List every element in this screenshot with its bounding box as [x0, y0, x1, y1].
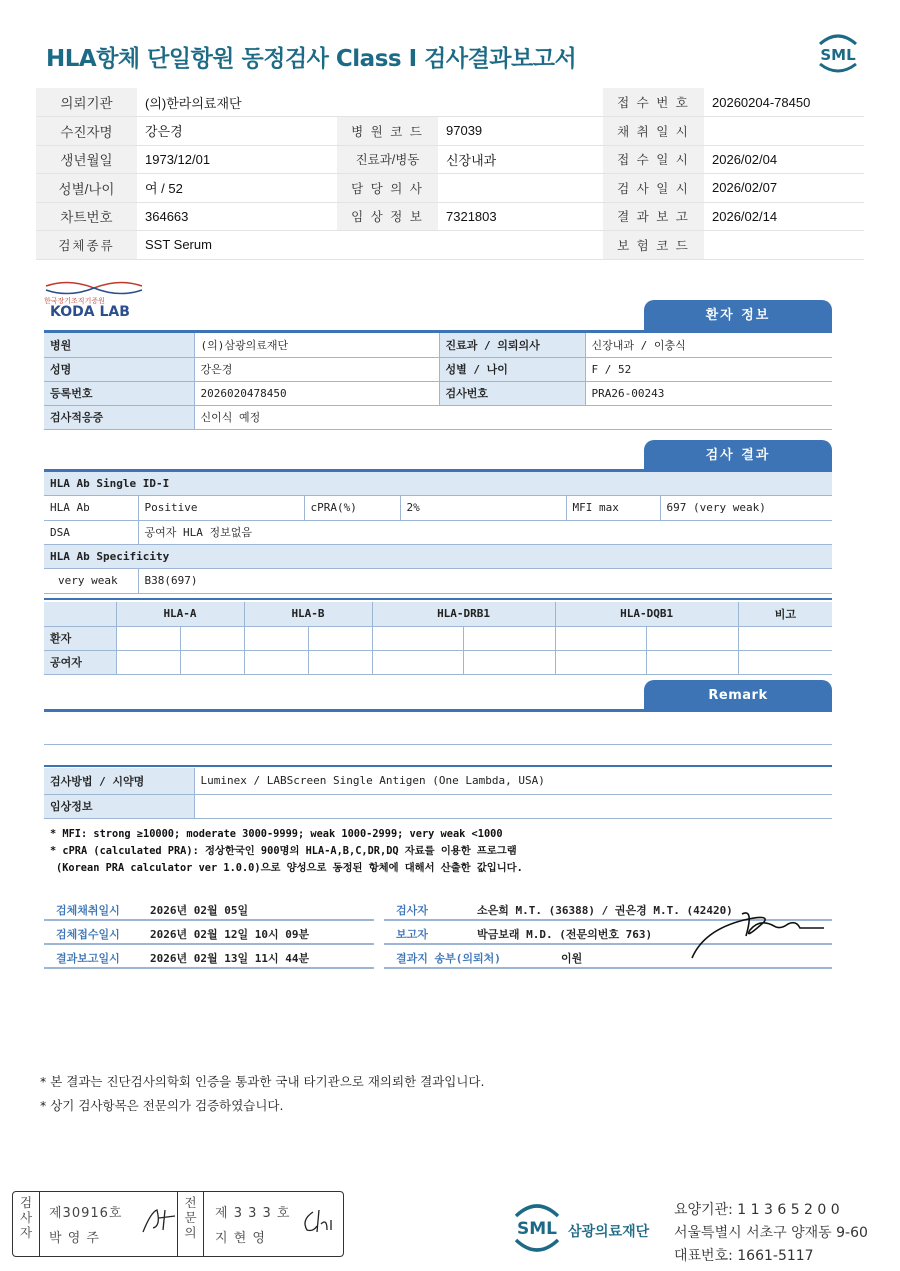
divider — [44, 943, 374, 945]
hospital-value: (의)삼광의료재단 — [194, 333, 439, 357]
company-name: 삼광의료재단 — [568, 1224, 650, 1240]
spec-table — [44, 569, 832, 594]
typing-header: HLA-DRB1 — [372, 602, 555, 626]
label: 임 상 정 보 — [337, 202, 438, 231]
sent-value: 이원 — [561, 952, 583, 965]
label: 채 취 일 시 — [603, 117, 704, 146]
spec-title: HLA Ab Specificity — [44, 545, 832, 569]
label: 성명 — [44, 357, 194, 381]
sex-age-value: F / 52 — [585, 357, 832, 381]
divider — [44, 967, 374, 969]
label: 병원 — [44, 333, 194, 357]
report-title: HLA항체 단일항원 동정검사 Class I 검사결과보고서 — [46, 46, 577, 72]
dept-value: 신장내과 — [438, 145, 603, 174]
specialist-license: 제 3 3 3 호 — [215, 1206, 291, 1221]
label: 임상정보 — [44, 794, 194, 818]
label: 검 사 일 시 — [603, 174, 704, 203]
result-tab: 검사 결과 — [644, 440, 832, 472]
cpra-value: 2% — [400, 496, 566, 520]
institution-value: (의)한라의료재단 — [137, 88, 603, 117]
footnote: * 본 결과는 진단검사의학회 인증을 통과한 국내 타기관으로 재의뢰한 결과입니다. — [40, 1074, 485, 1089]
stamp-tester-label: 검 사 자 — [13, 1192, 40, 1256]
label: 검체종류 — [36, 231, 137, 260]
sex-age-value: 여 / 52 — [137, 174, 337, 203]
koda-lab-logo — [44, 280, 144, 324]
sml-company-logo-icon — [510, 1198, 564, 1256]
label: 접 수 일 시 — [603, 145, 704, 174]
mfi-value: 697 (very weak) — [660, 496, 832, 520]
report-date-value: 2026/02/14 — [704, 202, 864, 231]
footnote: * 상기 검사항목은 전문의가 검증하였습니다. — [40, 1098, 284, 1113]
corner-cell — [44, 602, 116, 626]
spec-value: B38(697) — [138, 569, 832, 593]
patient-info-table — [44, 333, 832, 430]
typing-header: HLA-B — [244, 602, 372, 626]
koda-text: KODA LAB — [50, 304, 130, 320]
hla-typing-table — [44, 602, 832, 675]
insurance-value — [704, 231, 864, 260]
doctor-value — [438, 174, 603, 203]
institution-code: 요양기관: 1 1 3 6 5 2 0 0 — [674, 1202, 840, 1218]
clinical-value: 7321803 — [438, 202, 603, 231]
dob-value: 1973/12/01 — [137, 145, 337, 174]
reg-value: 2026020478450 — [194, 381, 439, 405]
label: 생년월일 — [36, 145, 137, 174]
typing-row-label: 환자 — [44, 626, 116, 650]
patient-info-tab: 환자 정보 — [644, 300, 832, 332]
divider — [44, 919, 374, 921]
label: 보고자 — [396, 928, 428, 941]
test-no-value: PRA26-00243 — [585, 381, 832, 405]
specialist-name: 지 현 영 — [215, 1231, 266, 1246]
label: cPRA(%) — [304, 496, 400, 520]
divider — [44, 744, 832, 745]
method-table — [44, 768, 832, 819]
note-mfi: * MFI: strong ≥10000; moderate 3000-9999; weak 1000-2999; very weak <1000 — [50, 828, 503, 840]
indication-value: 신이식 예정 — [194, 405, 832, 429]
label: DSA — [44, 520, 138, 544]
dsa-value: 공여자 HLA 정보없음 — [138, 520, 832, 544]
tester-name: 박 영 주 — [49, 1231, 100, 1246]
dept-doc-value: 신장내과 / 이충식 — [585, 333, 832, 357]
divider — [44, 598, 832, 600]
label: MFI max — [566, 496, 660, 520]
sml-logo-icon — [814, 30, 862, 74]
label: 결 과 보 고 — [603, 202, 704, 231]
label: 결과보고일시 — [56, 952, 120, 965]
label: 검체채취일시 — [56, 904, 120, 917]
ab-title: HLA Ab Single ID-I — [44, 472, 832, 496]
stamp-specialist-label: 전 문 의 — [177, 1192, 204, 1256]
certification-stamp — [12, 1191, 344, 1257]
receipt-date-value: 2026/02/04 — [704, 145, 864, 174]
signature-icon — [684, 900, 830, 964]
typing-row-label: 공여자 — [44, 650, 116, 674]
label: 검사번호 — [439, 381, 585, 405]
patient-value: 강은경 — [137, 117, 337, 146]
clinical-info-value — [194, 794, 832, 818]
receipt-datetime-value: 2026년 02월 12일 10시 09분 — [150, 928, 310, 941]
company-phone: 대표번호: 1661-5117 — [674, 1248, 814, 1264]
label: 검체접수일시 — [56, 928, 120, 941]
hospital-code-value: 97039 — [438, 117, 603, 146]
divider — [44, 765, 832, 767]
request-info-table — [36, 88, 864, 260]
label: 담 당 의 사 — [337, 174, 438, 203]
receipt-no-value: 20260204-78450 — [704, 88, 864, 117]
label: 성별 / 나이 — [439, 357, 585, 381]
report-datetime-value: 2026년 02월 13일 11시 44분 — [150, 952, 310, 965]
divider — [384, 967, 832, 969]
label: 검사방법 / 시약명 — [44, 768, 194, 794]
collect-value — [704, 117, 864, 146]
logo-text: SML — [820, 46, 856, 64]
label: 진료과/병동 — [337, 145, 438, 174]
label: 검사자 — [396, 904, 428, 917]
label: 결과지 송부(의뢰처) — [396, 952, 501, 965]
note-cpra: * cPRA (calculated PRA): 정상한국인 900명의 HLA-A,B,C,DR,DQ 자료를 이용한 프로그램 — [50, 845, 517, 857]
label: 진료과 / 의뢰의사 — [439, 333, 585, 357]
label: 의뢰기관 — [36, 88, 137, 117]
notes — [50, 826, 523, 877]
chart-value: 364663 — [137, 202, 337, 231]
remark-tab: Remark — [644, 680, 832, 712]
method-value: Luminex / LABScreen Single Antigen (One Lambda, USA) — [194, 768, 832, 794]
reporter-value: 박금보래 M.D. (전문의번호 763) — [477, 928, 653, 941]
typing-header: 비고 — [738, 602, 832, 626]
ab-result-table — [44, 496, 832, 545]
label: 성별/나이 — [36, 174, 137, 203]
label: 차트번호 — [36, 202, 137, 231]
koda-small-text: 한국장기조직기증원 — [44, 297, 105, 305]
label: 접 수 번 호 — [603, 88, 704, 117]
company-address: 서울특별시 서초구 양재동 9-60 — [674, 1225, 868, 1241]
specialist-signature-icon — [299, 1206, 339, 1236]
name-value: 강은경 — [194, 357, 439, 381]
label: 보 험 코 드 — [603, 231, 704, 260]
label: 병 원 코 드 — [337, 117, 438, 146]
label: 등록번호 — [44, 381, 194, 405]
test-date-value: 2026/02/07 — [704, 174, 864, 203]
spec-level: very weak — [44, 569, 138, 593]
typing-header: HLA-A — [116, 602, 244, 626]
specimen-value: SST Serum — [137, 231, 603, 260]
tester-signature-icon — [141, 1206, 177, 1236]
tester-license: 제30916호 — [49, 1206, 123, 1221]
label: 검사적응증 — [44, 405, 194, 429]
logo-text: SML — [517, 1219, 557, 1239]
note-cpra-2: (Korean PRA calculator ver 1.0.0)으로 양성으로 동정된 항체에 대해서 산출한 값입니다. — [56, 862, 523, 874]
typing-header: HLA-DQB1 — [555, 602, 738, 626]
collect-date-value: 2026년 02월 05일 — [150, 904, 249, 917]
ab-value: Positive — [138, 496, 304, 520]
label: HLA Ab — [44, 496, 138, 520]
tester-value: 소은희 M.T. (36388) / 권은경 M.T. (42420) — [477, 904, 733, 917]
label: 수진자명 — [36, 117, 137, 146]
divider — [44, 709, 832, 712]
